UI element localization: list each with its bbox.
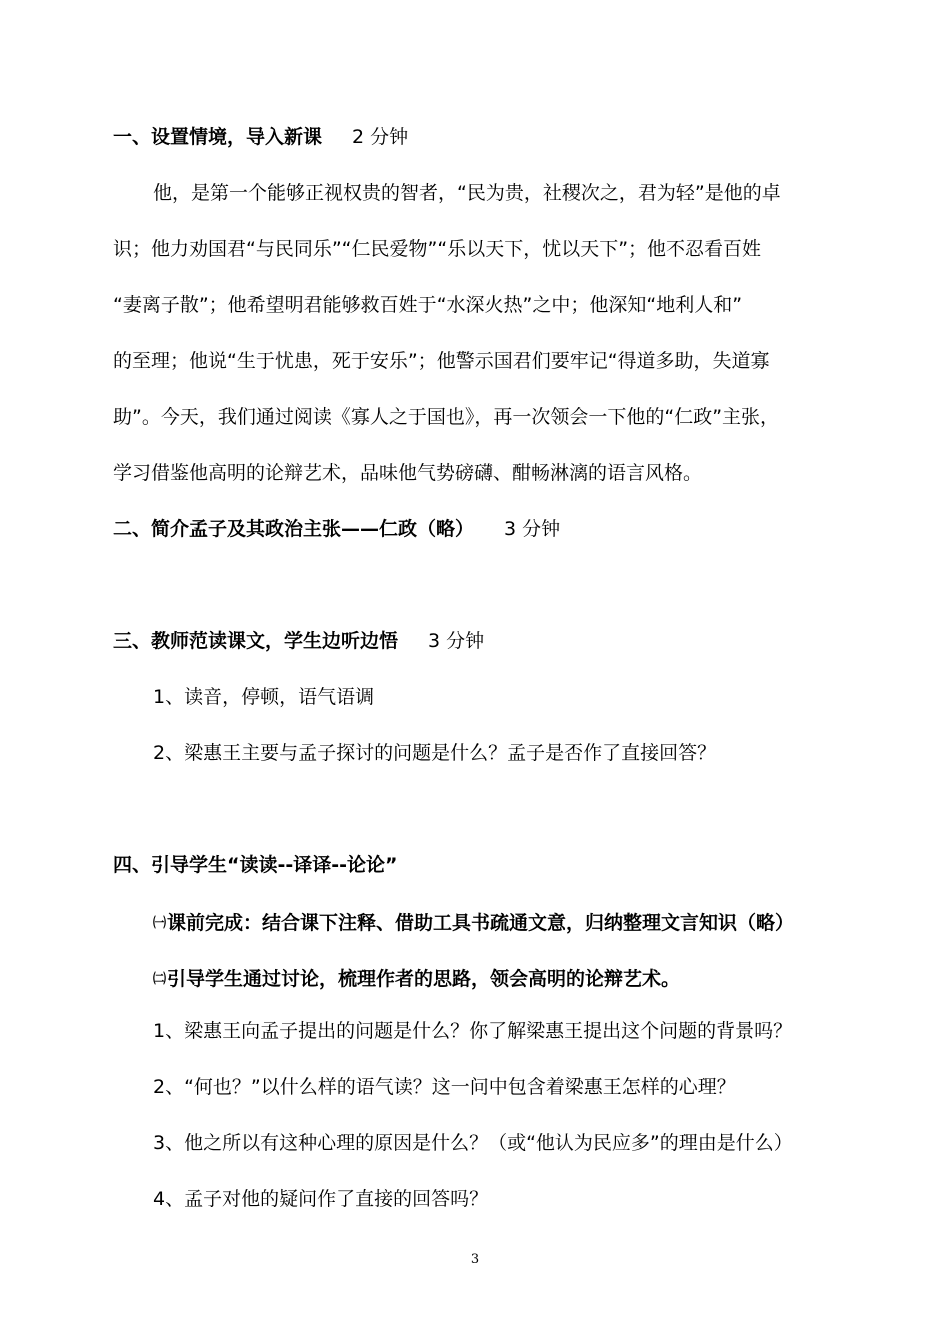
section-2-heading	[113, 516, 560, 542]
section-1-title: 一、设置情境，导入新课	[113, 126, 323, 148]
section-3-item-1: 1、读音，停顿，语气语调	[153, 686, 375, 708]
intro-line-2: 识；他力劝国君“与民同乐”“仁民爱物”“乐以天下，忧以天下”；他不忍看百姓	[113, 238, 762, 260]
question-3: 3、他之所以有这种心理的原因是什么？（或“他认为民应多”的理由是什么）	[153, 1132, 793, 1154]
section-2-title: 二、简介孟子及其政治主张——仁政（略）	[113, 518, 475, 540]
section-3-item-2: 2、梁惠王主要与孟子探讨的问题是什么？孟子是否作了直接回答？	[153, 742, 717, 764]
section-4-sub-2	[153, 966, 680, 993]
intro-line-6: 学习借鉴他高明的论辩艺术，品味他气势磅礴、酣畅淋漓的语言风格。	[113, 462, 703, 484]
sub-1-text: 课前完成：结合课下注释、借助工具书疏通文意，归纳整理文言知识（略）	[167, 912, 795, 934]
section-4-sub-1	[153, 910, 794, 937]
section-3-title: 三、教师范读课文，学生边听边悟	[113, 630, 399, 652]
question-1: 1、梁惠王向孟子提出的问题是什么？你了解梁惠王提出这个问题的背景吗？	[153, 1020, 793, 1042]
sub-1-marker: ㈠	[153, 916, 167, 931]
page-number: 3	[470, 1252, 480, 1267]
section-1-heading	[113, 124, 408, 150]
sub-2-marker: ㈡	[153, 972, 167, 987]
intro-line-1: 他，是第一个能够正视权贵的智者，“民为贵，社稷次之，君为轻”是他的卓	[153, 182, 781, 204]
section-1-time: 2 分钟	[352, 126, 409, 148]
intro-line-3: “妻离子散”；他希望明君能够救百姓于“水深火热”之中；他深知“地利人和”	[113, 294, 743, 316]
section-2-time: 3 分钟	[504, 518, 561, 540]
question-4: 4、孟子对他的疑问作了直接的回答吗？	[153, 1188, 489, 1210]
intro-line-5: 助”。今天，我们通过阅读《寡人之于国也》，再一次领会一下他的“仁政”主张，	[113, 406, 780, 428]
sub-2-text: 引导学生通过讨论，梳理作者的思路，领会高明的论辩艺术。	[167, 968, 681, 990]
section-3-time: 3 分钟	[428, 630, 485, 652]
section-4-heading: 四、引导学生“读读--译译--论论”	[113, 854, 398, 876]
intro-line-4: 的至理；他说“生于忧患，死于安乐”；他警示国君们要牢记“得道多助，失道寡	[113, 350, 770, 372]
section-3-heading	[113, 628, 484, 654]
question-2: 2、“何也？”以什么样的语气读？这一问中包含着梁惠王怎样的心理？	[153, 1076, 736, 1098]
